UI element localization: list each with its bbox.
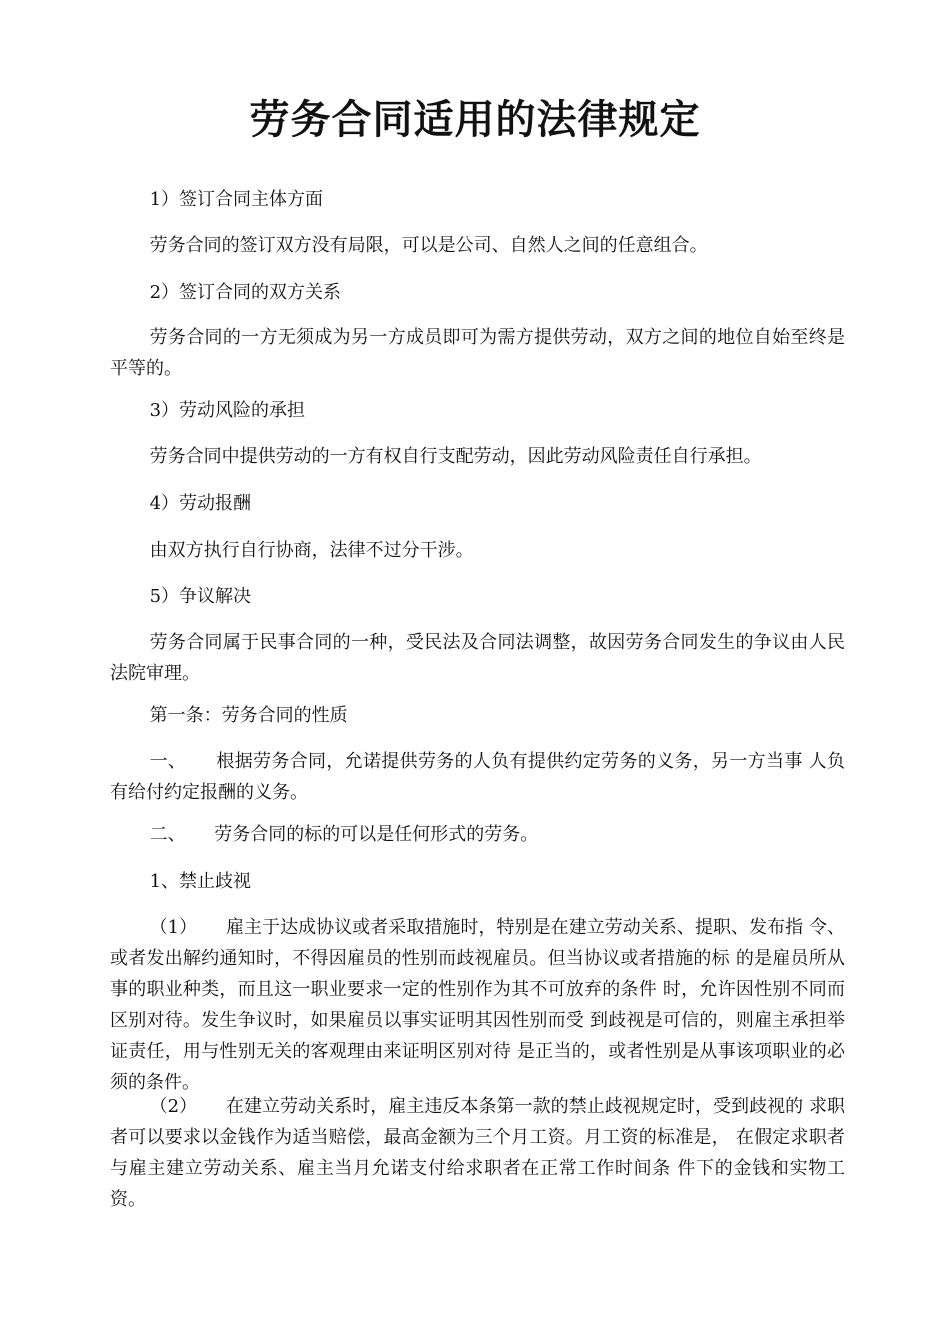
- heading-dispute: 5）争议解决: [149, 586, 252, 607]
- subclause-one: （1） 雇主于达成协议或者采取措施时，特别是在建立劳动关系、提职、发布指 令、或者发出解约通知时，不得因雇员的性别而歧视雇员。但当协议或者措施的标 的是雇员所从事的职业种类，而且这一职业要求一定的性别作为其不可放弃的条件 时，允许因性别不同而区别对待。发生争议时，如果雇员以事实证明其因性别而受 到歧视是可信的，则雇主承担举证责任，用与性别无关的客观理由来证明区别对待 是正当的，或者性别是从事该项职业的必须的条件。: [110, 917, 845, 1093]
- clause-one: 一、 根据劳务合同，允诺提供劳务的人负有提供约定劳务的义务，另一方当事 人负有给付约定报酬的义务。: [110, 751, 845, 803]
- paragraph-labor-risk: 劳务合同中提供劳动的一方有权自行支配劳动，因此劳动风险责任自行承担。: [149, 446, 762, 467]
- document-title: 劳务合同适用的法律规定: [249, 97, 701, 143]
- paragraph-remuneration: 由双方执行自行协商，法律不过分干涉。: [149, 540, 474, 561]
- paragraph-contract-parties: 劳务合同的签订双方没有局限，可以是公司、自然人之间的任意组合。: [149, 235, 708, 256]
- heading-no-discrimination: 1、禁止歧视: [149, 871, 252, 892]
- heading-labor-risk: 3）劳动风险的承担: [149, 400, 306, 421]
- paragraph-dispute: 劳务合同属于民事合同的一种，受民法及合同法调整，故因劳务合同发生的争议由人民法院审理。: [110, 632, 845, 684]
- heading-remuneration: 4）劳动报酬: [149, 493, 252, 514]
- heading-article-one: 第一条：劳务合同的性质: [149, 705, 348, 726]
- heading-contract-parties: 1）签订合同主体方面: [149, 189, 324, 210]
- heading-party-relation: 2）签订合同的双方关系: [149, 282, 342, 303]
- clause-two: 二、 劳务合同的标的可以是任何形式的劳务。: [149, 824, 539, 845]
- subclause-two: （2） 在建立劳动关系时，雇主违反本条第一款的禁止歧视规定时，受到歧视的 求职者可以要求以金钱作为适当赔偿，最高金额为三个月工资。月工资的标准是， 在假定求职者与雇主建立劳动关系、雇主当月允诺支付给求职者在正常工作时间条 件下的金钱和实物工资。: [110, 1096, 845, 1210]
- paragraph-party-relation: 劳务合同的一方无须成为另一方成员即可为需方提供劳动，双方之间的地位自始至终是平等的。: [110, 327, 845, 379]
